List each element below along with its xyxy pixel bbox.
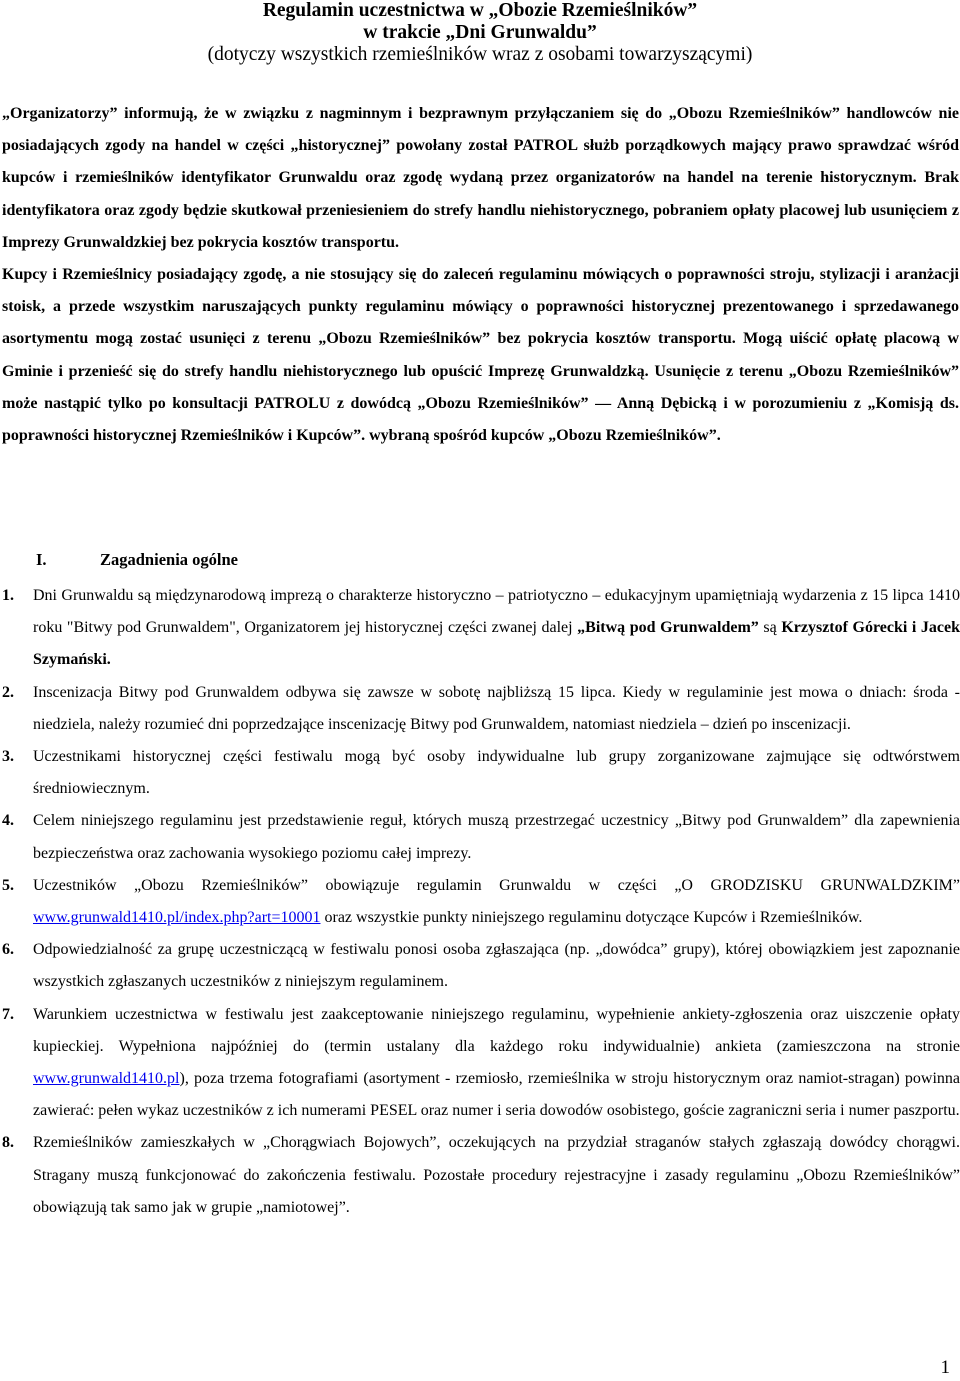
item-number: 7.: [2, 1005, 14, 1023]
intro-paragraph-1: „Organizatorzy” informują, że w związku z nagminnym i bezprawnym przyłączaniem się do „Obozu Rzemieślników” handlowców nie posiadających zgody na handel w części „historycznej” powołany został PATROL służb porządkowych mający prawo sprawdzać wśród kupców i rzemieślników identyfikator Grunwaldu oraz zgodę wydaną przez organizatorów na handel na terenie historycznym. Brak identyfikatora oraz zgody będzie skutkował przeniesieniem do strefy handlu niehistorycznego, pobraniem opłaty placowej lub usunięciem z Imprezy Grunwaldzkiej bez pokrycia kosztów transportu.: [2, 105, 959, 251]
title-line-1: Regulamin uczestnictwa w „Obozie Rzemieślników”: [262, 0, 698, 21]
item-number: 5.: [2, 876, 14, 894]
item-text: Rzemieślników zamieszkałych w „Chorągwiach Bojowych”, oczekujących na przydział straganów stałych zgłaszają dowódcy chorągwi. Stragany muszą funkcjonować do zakończenia festiwalu. Pozostałe procedury rejestracyjne i zasady regulaminu „Obozu Rzemieślników” obowiązują tak samo jak w grupie „namiotowej”.: [33, 1134, 960, 1216]
item-text: Odpowiedzialność za grupę uczestniczącą w festiwalu ponosi osoba zgłaszająca (np. „dowódca” grupy), której obowiązkiem jest zapoznanie wszystkich zgłaszanych uczestników z niniejszym regulaminem.: [33, 941, 960, 991]
list-item: [0, 677, 960, 741]
list-item: [0, 870, 960, 934]
item-number: 4.: [2, 812, 14, 830]
intro-paragraph-2: Kupcy i Rzemieślnicy posiadający zgodę, a nie stosujący się do zaleceń regulaminu mówiących o poprawności stroju, stylizacji i aranżacji stoisk, a przede wszystkim naruszających punkty regulaminu mówiący o poprawności historycznej prezentowanego i sprzedawanego asortymentu mogą zostać usunięci z terenu „Obozu Rzemieślników” bez pokrycia kosztów transportu. Mogą uiścić opłatę placową w Gminie i przenieść się do strefy handlu niehistorycznego lub opuścić Imprezę Grunwaldzką. Usunięcie z terenu „Obozu Rzemieślników” może nastąpić tylko po konsultacji PATROLU z dowódcą „Obozu Rzemieślników”: [2, 266, 959, 412]
list-item: [0, 1127, 960, 1224]
section-heading: [36, 550, 238, 570]
item-text: Inscenizacja Bitwy pod Grunwaldem odbywa się zawsze w sobotę najbliższą 15 lipca. Kiedy w regulaminie jest mowa o dniach: środa - niedziela, należy rozumieć dni poprzedzające inscenizację Bitwy pod Grunwaldem, natomiast niedziela – dzień po inscenizacji.: [33, 683, 960, 733]
item-number: 1.: [2, 587, 14, 604]
item-text: ), poza trzema fotografiami (asortyment - rzemiosło, rzemieślnika w stroju historycznym oraz namiot-stragan) powinna zawierać: pełen wykaz uczestników z ich numerami PESEL oraz numer i seria dowodów osobistego, goście zagraniczni seria i numer paszportu.: [33, 1070, 960, 1120]
list-item: [0, 999, 960, 1128]
grunwald-link[interactable]: www.grunwald1410.pl/index.php?art=10001: [33, 909, 321, 927]
rules-list: [0, 580, 960, 1224]
document-title: [0, 0, 960, 66]
list-item: [0, 805, 960, 869]
item-text: Uczestnikami historycznej części festiwalu mogą być osoby indywidualne lub grupy zorganizowane zajmujące się odtwórstwem średniowiecznym.: [33, 748, 960, 798]
page-number: 1: [940, 1357, 950, 1378]
item-number: 3.: [2, 748, 14, 766]
item-text: Uczestników „Obozu Rzemieślników” obowiązuje regulamin Grunwaldu w części „O GRODZISKU GRUNWALDZKIM”: [33, 876, 960, 894]
item-bold-text: Krzysztof Górecki i Jacek Szymański.: [33, 619, 960, 669]
list-item: [0, 741, 960, 805]
item-text: Warunkiem uczestnictwa w festiwalu jest zaakceptowanie niniejszego regulaminu, wypełnienie ankiety-zgłoszenia oraz uiszczenie opłaty kupieckiej. Wypełniona najpóźniej do (termin ustalany dla każdego roku indywidualnie) ankieta (zamieszczona na stronie: [33, 1005, 960, 1055]
intro-paragraph-2-end: — Anną Dębicką i w porozumieniu z „Komisją ds. poprawności historycznej Rzemieślników i Kupców”. wybraną spośród kupców „Obozu Rzemieślników”.: [2, 394, 960, 445]
item-number: 2.: [2, 683, 14, 701]
item-text: są: [758, 619, 782, 637]
title-line-3: (dotyczy wszystkich rzemieślników wraz z osobami towarzyszącymi): [207, 44, 753, 65]
title-line-2: w trakcie „Dni Grunwaldu”: [363, 22, 597, 43]
section-title: Zagadnienia ogólne: [100, 550, 238, 569]
section-number: I.: [36, 550, 47, 569]
item-number: 8.: [2, 1134, 14, 1152]
item-text: Dni Grunwaldu są międzynarodową imprezą o charakterze historyczno – patriotyczno – edukacyjnym upamiętniają wydarzenia z 15 lipca 1410 roku "Bitwy pod Grunwaldem", Organizatorem jej historycznej części zwanej dalej: [33, 587, 960, 637]
intro-text: [2, 98, 959, 452]
list-item: [0, 934, 960, 998]
grunwald-homepage-link[interactable]: www.grunwald1410.pl: [33, 1070, 180, 1088]
list-item: [0, 580, 960, 677]
item-text: oraz wszystkie punkty niniejszego regulaminu dotyczące Kupców i Rzemieślników.: [320, 909, 863, 927]
item-bold-text: „Bitwą pod Grunwaldem”: [577, 619, 759, 637]
item-number: 6.: [2, 941, 14, 959]
item-text: Celem niniejszego regulaminu jest przedstawienie reguł, których muszą przestrzegać uczestnicy „Bitwy pod Grunwaldem” dla zapewnienia bezpieczeństwa oraz zachowania wysokiego poziomu całej imprezy.: [33, 812, 960, 862]
